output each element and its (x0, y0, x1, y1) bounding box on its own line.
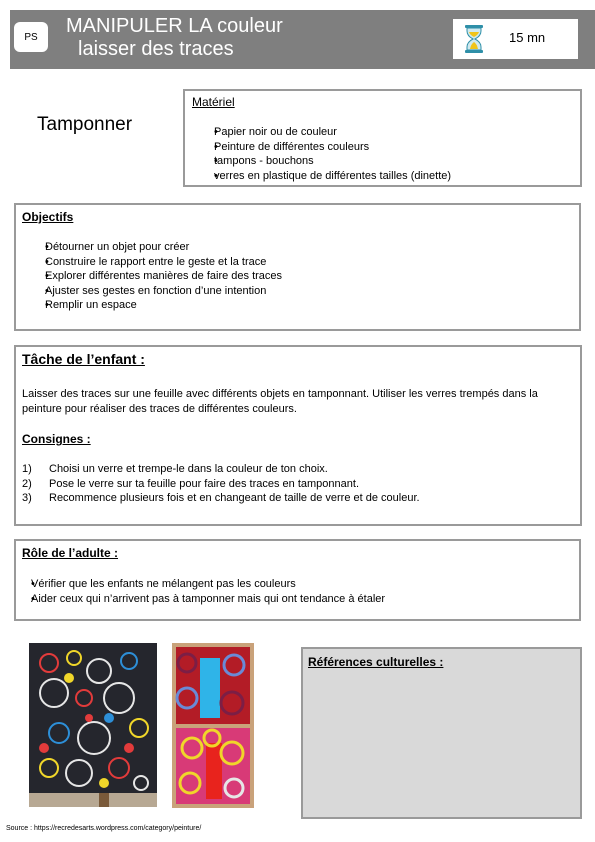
hourglass-icon (463, 24, 485, 54)
list-item: • verres en plastique de différentes tailles (dinette) (191, 169, 561, 184)
activity-name: Tamponner (37, 114, 133, 135)
tache-heading: Tâche de l’enfant : (22, 351, 145, 367)
consignes-heading: Consignes : (22, 432, 91, 446)
list-item: • Aider ceux qui n’arrivent pas à tamponner mais qui ont tendance à étaler (22, 592, 562, 607)
consignes-list (22, 462, 572, 506)
objectifs-box (14, 203, 581, 331)
artwork-image-1 (29, 643, 157, 807)
artwork-photo-2 (172, 643, 254, 808)
duration-box (453, 19, 578, 59)
tache-box (14, 345, 582, 526)
title-line-1: MANIPULER LA couleur (66, 15, 283, 37)
tache-text: Laisser des traces sur une feuille avec différents objets en tamponnant. Utiliser les verres trempés dans la peinture pour réaliser des traces de différentes couleurs. (22, 388, 538, 415)
list-item: • Vérifier que les enfants ne mélangent pas les couleurs (22, 577, 562, 592)
list-item: • Peinture de différentes couleurs (191, 140, 561, 155)
role-adulte-list (22, 577, 562, 606)
artwork-image-2 (172, 643, 254, 808)
list-item: • Explorer différentes manières de faire des traces (20, 269, 560, 284)
materiel-box (183, 89, 582, 187)
list-item: • Détourner un objet pour créer (20, 240, 560, 255)
materiel-heading: Matériel (192, 95, 235, 109)
references-heading: Références culturelles : (308, 655, 444, 669)
artwork-photo-1 (29, 643, 157, 807)
list-item: • Construire le rapport entre le geste et la trace (20, 255, 560, 270)
objectifs-list (20, 240, 560, 313)
duration-text: 15 mn (509, 30, 546, 45)
list-item: 1) Choisi un verre et trempe-le dans la couleur de ton choix. (22, 463, 328, 475)
source-text: Source : https://recredesarts.wordpress.com/category/peinture/ (6, 825, 202, 832)
role-adulte-box (14, 539, 581, 621)
list-item: • Papier noir ou de couleur (191, 125, 561, 140)
page-title (66, 15, 283, 61)
title-line-2: laisser des traces (78, 38, 234, 60)
list-item: 2) Pose le verre sur ta feuille pour faire des traces en tamponnant. (22, 477, 360, 490)
role-adulte-heading: Rôle de l’adulte : (22, 546, 119, 560)
list-item: • tampons - bouchons (191, 154, 561, 169)
materiel-list (191, 125, 561, 183)
objectifs-heading: Objectifs (22, 210, 74, 224)
list-item: • Remplir un espace (20, 298, 560, 313)
list-item: 3) Recommence plusieurs fois et en changeant de taille de verre et de couleur. (22, 492, 420, 504)
level-badge: PS (14, 22, 48, 52)
references-box (301, 647, 582, 819)
list-item: • Ajuster ses gestes en fonction d’une intention (20, 284, 560, 299)
